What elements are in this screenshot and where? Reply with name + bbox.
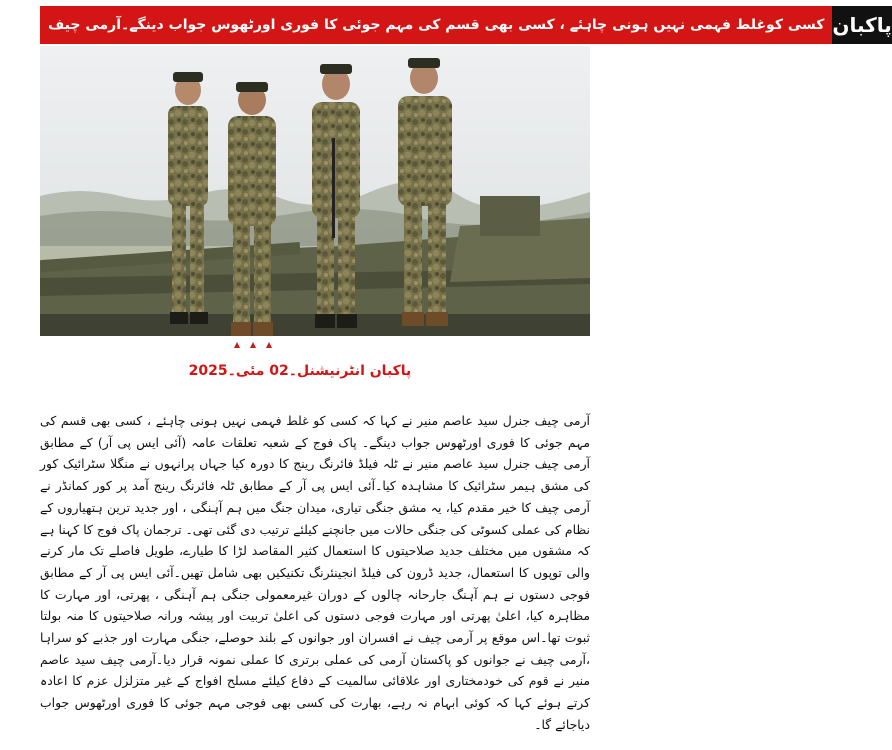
brand-logo: پاکبان	[832, 6, 891, 44]
article-body: آرمی چیف جنرل سید عاصم منیر نے کہا کہ کسی کو غلط فہمی نہیں ہونی چاہئے ، کسی بھی قسم کی مہم جوئی کا فوری اورٹھوس جواب دینگے۔ پاک فوج کے شعبہ تعلقات عامہ (آئی ایس پی آر) کے مطابق آرمی چیف جنرل سید عاصم منیر نے ٹلہ فیلڈ فائرنگ رینج کا دورہ کیا جہاں پرانہوں نے منگلا سٹرائیک کور کی مشق ہیمر سٹرائیک کا مشاہدہ کیا۔آئی ایس پی آر کے مطابق ٹلہ فائرنگ رینج آمد پر کور کمانڈر نے آرمی چیف کا خیر مقدم کیا، یہ مشق جنگی تیاری، میدان جنگ میں ہم آہنگی ، اور جدید ترین ہتھیاروں کے نظام کی عملی کسوٹی کی جنگی حالات میں جانچنے کیلئے ترتیب دی گئی تھی۔ ترجمان پاک فوج کا کہنا ہے کہ مشقوں میں مختلف جدید صلاحیتوں کا استعمال کثیر المقاصد لڑا کا طیارے، طویل فاصلے تک مار کرنے والی توپوں کا استعمال، جدید ڈرون کی فیلڈ انجینئرنگ تکنیکیں بھی شامل تھیں۔آئی ایس پی آر کے مطابق فوجی دستوں نے ہم آہنگ جارحانہ چالوں کے دوران غیرمعمولی جنگی ہم آہنگی ، پھرتی، اور مہارت کا مظاہرہ کیا، اعلیٰ پھرتی اور مہارت فوجی دستوں کی اعلیٰ تربیت اور پیشہ ورانہ صلاحیتوں کا منہ بولتا ثبوت تھا۔اس موقع پر آرمی چیف نے افسران اور جوانوں کے بلند حوصلے، جنگی مہارت اور جذبے کو سراہا ،آرمی چیف نے جوانوں کو پاکستان آرمی کی عملی برتری کا عملی نمونہ قرار دیا۔آرمی چیف سید عاصم منیر نے قوم کی خودمختاری اور علاقائی سالمیت کے دفاع کیلئے مسلح افواج کے غیر متزلزل عزم کا اعادہ کرتے ہوئے کہا کہ کوئی ابہام نہ رہے، بھارت کی کسی بھی فوجی مہم جوئی کا فوری اورٹھوس جواب دیاجائے گا۔	[40, 413, 590, 732]
military-photo	[40, 46, 590, 336]
banner-headline: کسی کوغلط فہمی نہیں ہونی چاہئے ، کسی بھی قسم کی مہم جوئی کا فوری اورٹھوس جواب دینگے۔آرمی چیف	[40, 6, 832, 44]
photo-illustration	[40, 46, 590, 336]
source-dateline: پاکبان انٹرنیشنل۔02 مئی۔2025	[188, 363, 412, 379]
headline-banner	[40, 6, 892, 44]
